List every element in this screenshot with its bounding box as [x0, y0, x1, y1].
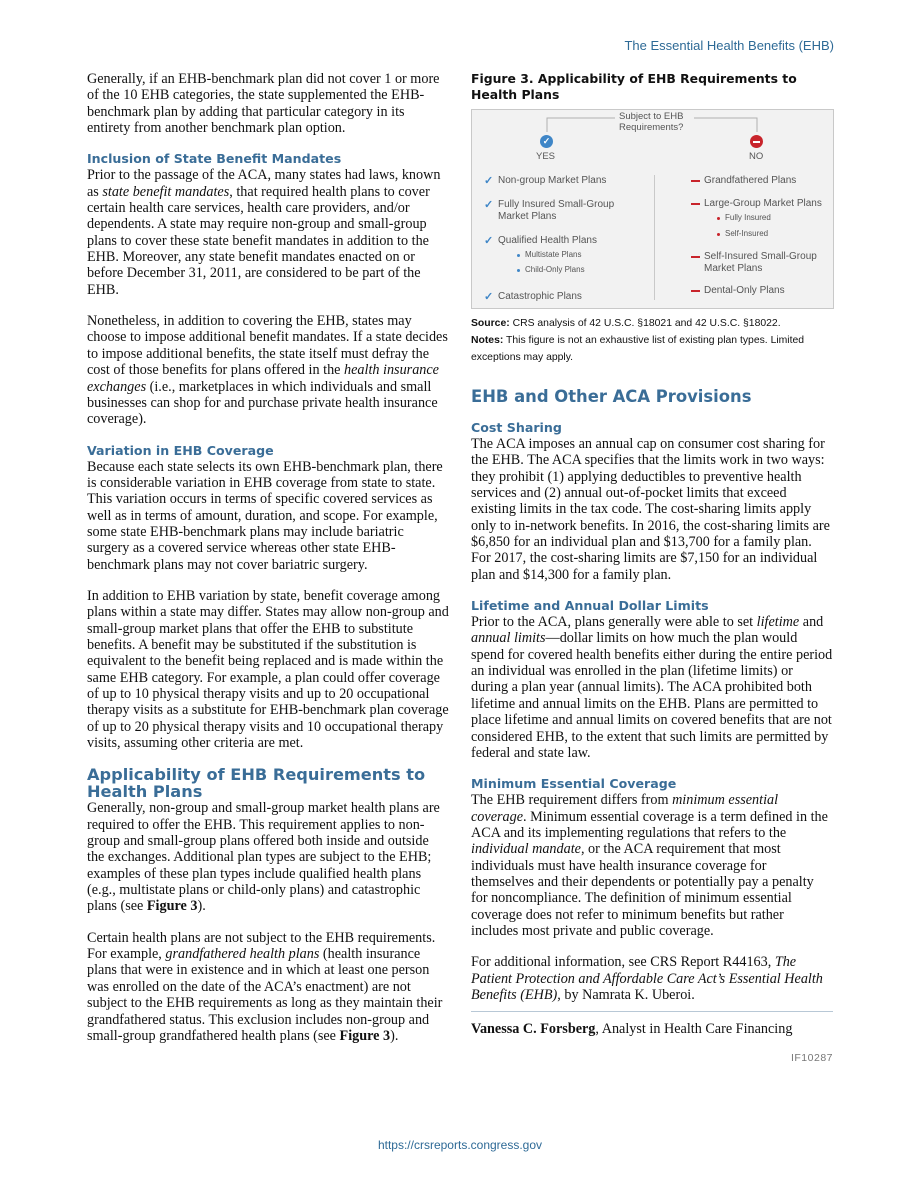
bullet-icon	[717, 217, 720, 220]
footer-url[interactable]: https://crsreports.congress.gov	[377, 1138, 543, 1152]
heading-cost-sharing: Cost Sharing	[471, 420, 562, 435]
heading-variation: Variation in EHB Coverage	[87, 442, 274, 458]
minus-icon	[691, 180, 700, 182]
minus-icon	[691, 203, 700, 205]
paragraph-additional-info: For additional information, see CRS Report R44163, The Patient Protection and Affordable Care Act’s Essential Health Benefits (EHB), by Namrata K. Uberoi.	[471, 954, 823, 1003]
paragraph-grandfathered: Certain health plans are not subject to the EHB requirements. For example, grandfathered health plans (health insurance plans that were in existence and in which at least one person was enrolled on the date of the ACA’s enactment) are not subject to the EHB requirements as long as they maintain their grandfathered status. This exclusion includes non-group and small-group grandfathered health plans (see Figure 3).	[87, 929, 443, 1044]
paragraph-cost-sharing: The ACA imposes an annual cap on consumer cost sharing for the EHB. The ACA specifies that the limits work in two ways: they prohibit (1) applying deductibles to preventive health services and (2) annual out-of-pocket limits that exceed existing limits in the tax code. The cost-sharing limits apply only to in-network benefits. In 2016, the cost-sharing limits are $6,850 for an individual plan and $13,700 for a family plan. For 2017, the cost-sharing limits are $7,150 for an individual plan and $14,300 for a family plan.	[471, 436, 830, 583]
left-column	[87, 71, 449, 1059]
minus-icon	[691, 256, 700, 258]
check-icon: ✓	[484, 199, 494, 211]
divider	[654, 175, 655, 300]
no-item: Grandfathered Plans	[704, 175, 797, 186]
branch-connector	[472, 110, 835, 140]
check-icon: ✓	[484, 235, 494, 247]
no-item: Dental-Only Plans	[704, 285, 785, 296]
paragraph-substitution: In addition to EHB variation by state, benefit coverage among plans within a state may differ. States may allow non-group and small-group market plans that offer the EHB to substitute benefits. A benefit may be substituted if the substitution is equivalent to the benefit being replaced and is made within the same EHB category. For example, a plan could offer coverage of up to 10 physical therapy visits and up to 20 occupational therapy visits as a substitute for EHB-benchmark plan coverage of up to 20 physical therapy visits and 10 occupational therapy visits, assuming other criteria are met.	[87, 587, 449, 752]
yes-item: Market Plans	[498, 211, 557, 222]
paragraph-minimum-essential-coverage: The EHB requirement differs from minimum essential coverage. Minimum essential coverage is a term defined in the ACA and its implementing regulations that refers to the individual mandate, or the ACA requirement that most individuals must have health insurance coverage for themselves and their dependents or potentially pay a penalty for noncompliance. The definition of minimum essential coverage does not refer to minimum benefits but rather includes most private and public coverage.	[471, 792, 828, 939]
paragraph-state-mandates: Prior to the passage of the ACA, many states had laws, known as state benefit mandates, that required health plans to cover certain health care services, health care providers, and/or dependents. A state may require non-group and small-group plans to cover these state benefit mandates in addition to the EHB. Moreover, any state benefit mandates enacted on or before December 31, 2011, are considered to be part of the EHB.	[87, 167, 441, 298]
author-line: Vanessa C. Forsberg, Analyst in Health Care Financing	[471, 1021, 793, 1038]
paragraph-variation: Because each state selects its own EHB-benchmark plan, there is considerable variation in EHB coverage from state to state. This variation occurs in terms of specific covered services as well as in terms of amount, duration, and scope. For example, some state EHB-benchmark plans may include bariatric surgery as a covered service whereas other state EHB-benchmark plans may not cover bariatric surgery.	[87, 458, 443, 573]
heading-ehb-other-provisions: EHB and Other ACA Provisions	[471, 387, 752, 406]
product-code: IF10287	[790, 1052, 833, 1065]
no-item: Self-Insured Small-Group	[704, 251, 817, 262]
figure-ref[interactable]: Figure 3	[339, 1027, 391, 1044]
figure-title: Figure 3. Applicability of EHB Requirements to Health Plans	[471, 71, 797, 102]
minus-icon	[691, 290, 700, 292]
right-column	[471, 71, 833, 1064]
divider	[471, 1011, 833, 1012]
yes-label: YES	[536, 151, 556, 162]
yes-subitem: Multistate Plans	[525, 250, 582, 259]
bullet-icon	[517, 269, 520, 272]
paragraph-additional-mandates: Nonetheless, in addition to covering the EHB, states may choose to impose additional benefit mandates. If a state decides to impose additional benefits, the state itself must defray the cost of those benefits for plans offered in the health insurance exchanges (i.e., marketplaces in which individuals and small businesses can shop for and purchase private health insurance coverage).	[87, 313, 448, 428]
heading-applicability: Applicability of EHB Requirements to Health Plans	[87, 765, 426, 802]
no-item: Large-Group Market Plans	[704, 198, 822, 209]
bullet-icon	[517, 254, 520, 257]
figure-source: Source: CRS analysis of 42 U.S.C. §18021 and 42 U.S.C. §18022.	[471, 318, 781, 329]
yes-item: Non-group Market Plans	[498, 175, 607, 186]
no-subitem: Fully Insured	[725, 213, 771, 222]
bullet-icon	[717, 233, 720, 236]
heading-state-mandates: Inclusion of State Benefit Mandates	[87, 151, 342, 167]
figure-ref[interactable]: Figure 3	[146, 898, 198, 915]
paragraph-lifetime-limits: Prior to the ACA, plans generally were able to set lifetime and annual limits—dollar limits on how much the plan would spend for covered health benefits either during the entire period an individual was enrolled in the plan (lifetime limits) or during a plan year (annual limits). The ACA prohibited both lifetime and annual limits on the EHB. Plans are permitted to place lifetime and annual limits on covered benefits that are not considered EHB, to the extent that such limits are permitted by federal and state law.	[471, 614, 833, 761]
running-header: The Essential Health Benefits (EHB)	[624, 38, 834, 53]
check-icon: ✓	[484, 175, 494, 187]
yes-item: Qualified Health Plans	[498, 235, 597, 246]
subject-label: Subject to EHB Requirements?	[619, 111, 684, 133]
check-circle-icon: ✓	[540, 135, 553, 148]
paragraph-supplement: Generally, if an EHB-benchmark plan did not cover 1 or more of the 10 EHB categories, the state supplemented the EHB-benchmark plan by adding that particular category in its entirety from another benchmark plan option.	[87, 71, 440, 137]
yes-item: Catastrophic Plans	[498, 291, 582, 302]
figure-applicability-diagram	[471, 109, 834, 309]
no-item: Market Plans	[704, 263, 763, 274]
no-subitem: Self-Insured	[725, 229, 769, 238]
heading-minimum-essential-coverage: Minimum Essential Coverage	[471, 776, 677, 792]
paragraph-applicability: Generally, non-group and small-group market health plans are required to offer the EHB. This requirement applies to non-group and small-group plans offered both inside and outside the exchanges. Additional plan types are subject to the EHB; examples of these plan types include qualified health plans (e.g., multistate plans or child-only plans) and catastrophic plans (see Figure 3).	[87, 800, 440, 915]
yes-subitem: Child-Only Plans	[525, 265, 585, 274]
check-icon: ✓	[484, 291, 494, 303]
no-label: NO	[749, 151, 764, 162]
heading-lifetime-limits: Lifetime and Annual Dollar Limits	[471, 598, 709, 614]
no-entry-icon	[750, 135, 763, 148]
figure-notes: Notes: This figure is not an exhaustive list of existing plan types. Limited exceptions may apply.	[471, 335, 805, 363]
yes-item: Fully Insured Small-Group	[498, 199, 615, 210]
